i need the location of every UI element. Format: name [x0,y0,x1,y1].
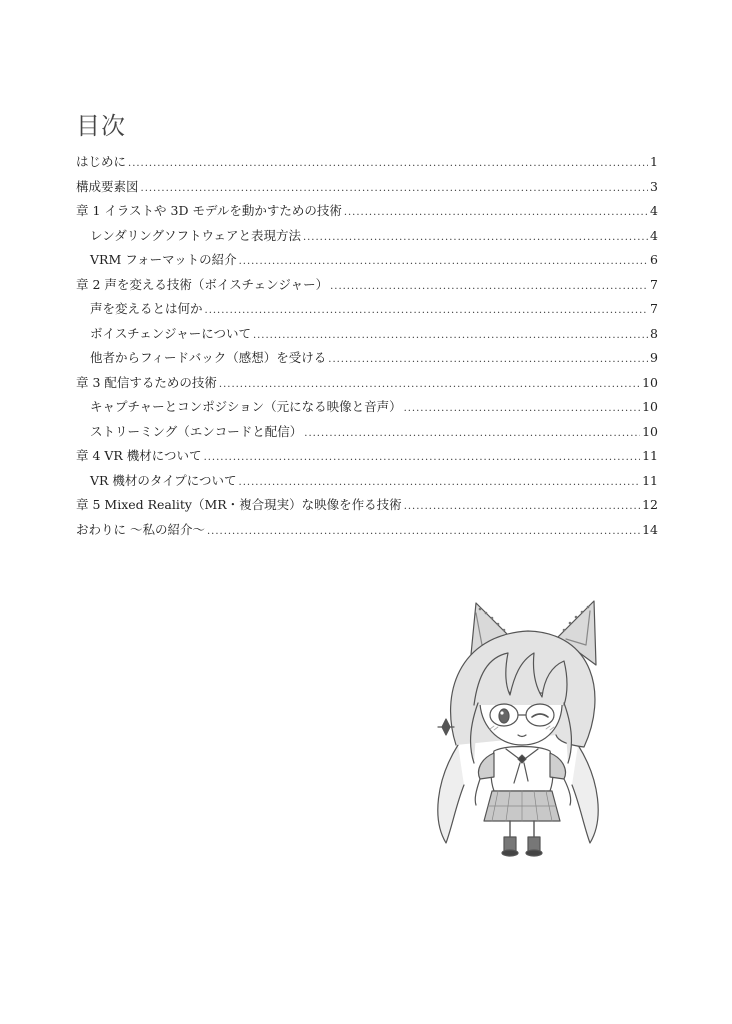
toc-leader-dots [253,324,648,349]
chibi-mascot-illustration [418,595,618,860]
toc-subentry[interactable] [76,420,658,445]
toc-entry-page: 7 [650,301,658,316]
toc-entry-page: 10 [642,423,658,439]
page-title: 目次 [76,112,126,140]
toc-subentry[interactable] [76,297,658,322]
toc-entry[interactable] [76,273,658,298]
toc-entry[interactable] [76,518,658,543]
toc-entry-title: 章 5 Mixed Reality（MR・複合現実）な映像を作る技術 [76,497,402,512]
toc-entry-title: VR 機材のタイプについて [90,472,237,488]
toc-leader-dots [344,201,648,226]
toc-entry[interactable] [76,150,658,175]
toc-entry-page: 9 [650,350,658,365]
toc-subentry[interactable] [76,469,658,494]
toc-entry-page: 11 [642,448,658,463]
toc-entry[interactable] [76,493,658,518]
toc-entry[interactable] [76,371,658,396]
toc-entry-page: 12 [642,497,658,512]
toc-entry-title: 章 3 配信するための技術 [76,374,217,390]
toc-entry-title: はじめに [76,154,127,169]
toc-subentry[interactable] [76,224,658,249]
toc-entry-page: 14 [642,521,658,537]
toc-subentry[interactable] [76,322,658,347]
toc-entry-page: 10 [642,399,658,414]
toc-entry-page: 4 [650,227,658,243]
toc-leader-dots [219,373,640,398]
toc-leader-dots [303,226,648,251]
toc-entry-page: 8 [650,325,658,341]
toc-entry-page: 1 [650,154,658,169]
toc-entry-page: 7 [650,276,658,292]
toc-entry-title: 章 2 声を変える技術（ボイスチェンジャー） [76,276,329,292]
toc-entry-page: 10 [642,374,658,390]
toc-leader-dots [304,422,640,447]
toc-entry-title: 声を変えるとは何か [90,301,203,316]
toc-entry-title: VRM フォーマットの紹介 [90,252,237,267]
toc-leader-dots [404,495,640,520]
toc-entry-title: ストリーミング（エンコードと配信） [90,423,303,439]
toc-leader-dots [239,250,648,275]
toc-subentry[interactable] [76,346,658,371]
toc-entry-title: 他者からフィードバック（感想）を受ける [90,350,327,365]
toc-entry[interactable] [76,444,658,469]
toc-entry-page: 3 [650,178,658,194]
toc-entry-title: ボイスチェンジャーについて [90,325,251,341]
toc-leader-dots [330,275,648,300]
toc-leader-dots [128,152,648,177]
toc-entry-title: 章 1 イラストや 3D モデルを動かすための技術 [76,203,342,218]
toc-leader-dots [204,446,641,471]
toc-leader-dots [207,520,640,545]
toc-entry-title: 構成要素図 [76,178,139,194]
toc-entry-title: 章 4 VR 機材について [76,448,202,463]
toc-entry-page: 4 [650,203,658,218]
toc-leader-dots [404,397,641,422]
toc-entry-title: キャプチャーとコンポジション（元になる映像と音声） [90,399,402,414]
toc-leader-dots [239,471,641,496]
toc-entry[interactable] [76,199,658,224]
toc-leader-dots [205,299,648,324]
toc-entry[interactable] [76,175,658,200]
toc-entry-page: 11 [642,472,658,488]
toc-leader-dots [141,177,648,202]
toc-leader-dots [328,348,648,373]
toc-subentry[interactable] [76,395,658,420]
toc-entry-title: おわりに 〜私の紹介〜 [76,521,205,537]
toc-subentry[interactable] [76,248,658,273]
toc-entry-title: レンダリングソフトウェアと表現方法 [90,227,301,243]
table-of-contents [76,150,658,542]
toc-entry-page: 6 [650,252,658,267]
